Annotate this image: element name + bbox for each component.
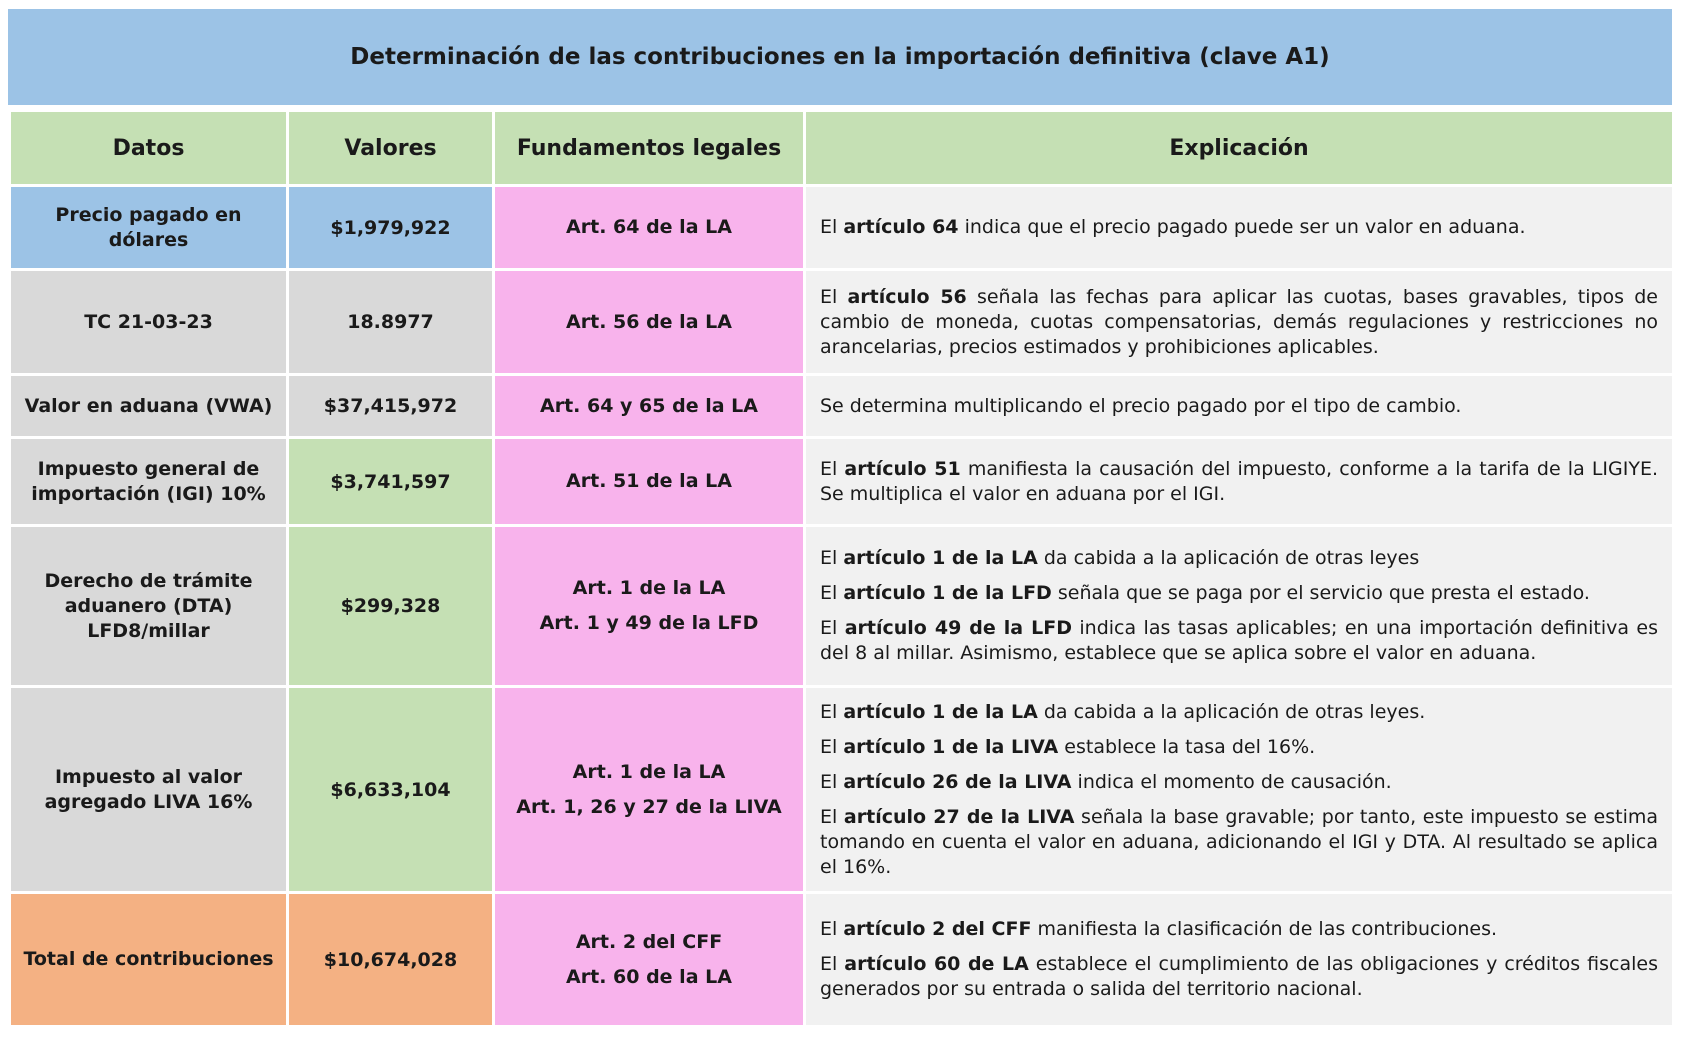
dato-cell: Precio pagado en dólares xyxy=(10,186,288,270)
explicacion-text: El xyxy=(820,457,845,480)
dato-cell: Total de contribuciones xyxy=(10,893,288,1027)
header-fundamentos: Fundamentos legales xyxy=(494,111,805,186)
explicacion-text: El xyxy=(820,805,844,828)
explicacion-paragraph xyxy=(820,770,1658,795)
explicacion-paragraph xyxy=(820,700,1658,725)
explicacion-paragraph xyxy=(820,581,1658,606)
explicacion-article: artículo 1 de la LFD xyxy=(843,582,1052,604)
fundamento-line: Art. 64 de la LA xyxy=(566,216,732,238)
explicacion-text: manifiesta la causación del impuesto, conforme a la tarifa de la LIGIYE. Se multiplica el valor en aduana por el IGI. xyxy=(820,457,1658,505)
explicacion-cell xyxy=(805,526,1674,687)
valor-cell: $1,979,922 xyxy=(288,186,494,270)
explicacion-article: artículo 60 de LA xyxy=(844,953,1029,975)
fundamento-line: Art. 56 de la LA xyxy=(566,310,732,333)
explicacion-text: El xyxy=(820,285,848,308)
explicacion-text: indica que el precio pagado puede ser un valor en aduana. xyxy=(958,216,1526,238)
dato-cell: Impuesto general de importación (IGI) 10% xyxy=(10,438,288,526)
fundamento-line: Art. 64 y 65 de la LA xyxy=(540,394,758,417)
explicacion-cell xyxy=(805,186,1674,270)
dato-cell: Derecho de trámite aduanero (DTA) LFD8/millar xyxy=(10,526,288,687)
fundamento-line: Art. 1 de la LA xyxy=(572,760,726,783)
explicacion-article: artículo 1 de la LA xyxy=(843,547,1038,569)
explicacion-cell xyxy=(805,270,1674,375)
table-row xyxy=(10,186,1674,270)
table-row xyxy=(10,438,1674,526)
explicacion-paragraph xyxy=(820,616,1658,666)
table-row-total xyxy=(10,893,1674,1027)
header-valores: Valores xyxy=(288,111,494,186)
explicacion-cell xyxy=(805,687,1674,893)
explicacion-paragraph xyxy=(820,952,1658,1002)
fundamentos-cell xyxy=(494,186,805,270)
header-datos: Datos xyxy=(10,111,288,186)
explicacion-cell xyxy=(805,438,1674,526)
explicacion-article: artículo 49 de la LFD xyxy=(844,617,1072,639)
explicacion-article: artículo 1 de la LIVA xyxy=(843,735,1059,758)
explicacion-paragraph xyxy=(820,215,1658,240)
fundamentos-cell xyxy=(494,526,805,687)
explicacion-text: El xyxy=(820,216,844,238)
explicacion-article: artículo 56 xyxy=(847,285,967,308)
explicacion-paragraph xyxy=(820,546,1658,571)
fundamento-line: Art. 51 de la LA xyxy=(566,470,732,492)
explicacion-cell xyxy=(805,893,1674,1027)
valor-cell: $3,741,597 xyxy=(288,438,494,526)
header-explicacion: Explicación xyxy=(805,111,1674,186)
fundamentos-cell xyxy=(494,375,805,438)
explicacion-text: establece el cumplimiento de las obligaciones y créditos fiscales generados por su entrada o salida del territorio nacional. xyxy=(820,953,1658,1000)
explicacion-text: El xyxy=(820,700,844,723)
explicacion-paragraph xyxy=(820,457,1658,507)
fundamento-line: Art. 60 de la LA xyxy=(566,965,732,988)
table-row xyxy=(10,526,1674,687)
contributions-document xyxy=(8,9,1672,1028)
explicacion-paragraph xyxy=(820,735,1658,760)
dato-cell: TC 21-03-23 xyxy=(10,270,288,375)
explicacion-text: señala que se paga por el servicio que presta el estado. xyxy=(1051,582,1590,604)
dato-cell: Valor en aduana (VWA) xyxy=(10,375,288,438)
explicacion-text: El xyxy=(820,953,845,975)
explicacion-text: El xyxy=(820,918,844,940)
valor-cell: $6,633,104 xyxy=(288,687,494,893)
explicacion-text: da cabida a la aplicación de otras leyes. xyxy=(1037,700,1426,723)
explicacion-cell xyxy=(805,375,1674,438)
fundamento-line: Art. 2 del CFF xyxy=(575,930,723,953)
fundamentos-cell xyxy=(494,687,805,893)
explicacion-text: da cabida a la aplicación de otras leyes xyxy=(1037,547,1420,569)
explicacion-text: El xyxy=(820,582,844,604)
table-row xyxy=(10,375,1674,438)
explicacion-text: El xyxy=(820,617,845,639)
valor-cell: 18.8977 xyxy=(288,270,494,375)
explicacion-paragraph xyxy=(820,805,1658,880)
explicacion-article: artículo 64 xyxy=(843,216,959,238)
fundamentos-cell xyxy=(494,270,805,375)
explicacion-article: artículo 26 de la LIVA xyxy=(843,770,1072,793)
explicacion-article: artículo 51 xyxy=(844,457,961,480)
fundamento-line: Art. 1, 26 y 27 de la LIVA xyxy=(516,795,782,818)
explicacion-paragraph xyxy=(820,917,1658,942)
page-title: Determinación de las contribuciones en la importación definitiva (clave A1) xyxy=(8,9,1672,105)
fundamentos-cell xyxy=(494,438,805,526)
explicacion-text: El xyxy=(820,735,844,758)
explicacion-text: indica las tasas aplicables; en una importación definitiva es del 8 al millar. Asimismo, establece que se aplica sobre el valor en aduana. xyxy=(820,617,1659,664)
fundamentos-cell xyxy=(494,893,805,1027)
table-row xyxy=(10,687,1674,893)
explicacion-article: artículo 2 del CFF xyxy=(843,918,1032,940)
explicacion-text: El xyxy=(820,547,844,569)
header-row xyxy=(10,111,1674,186)
explicacion-text: establece la tasa del 16%. xyxy=(1058,735,1316,758)
valor-cell: $10,674,028 xyxy=(288,893,494,1027)
explicacion-text: Se determina multiplicando el precio pagado por el tipo de cambio. xyxy=(820,394,1462,417)
dato-cell: Impuesto al valor agregado LIVA 16% xyxy=(10,687,288,893)
valor-cell: $37,415,972 xyxy=(288,375,494,438)
explicacion-text: indica el momento de causación. xyxy=(1071,770,1392,793)
fundamento-line: Art. 1 y 49 de la LFD xyxy=(539,612,759,634)
fundamento-line: Art. 1 de la LA xyxy=(572,577,726,599)
explicacion-text: manifiesta la clasificación de las contribuciones. xyxy=(1031,918,1498,940)
explicacion-paragraph xyxy=(820,394,1658,419)
explicacion-article: artículo 1 de la LA xyxy=(843,700,1038,723)
explicacion-paragraph xyxy=(820,285,1658,360)
valor-cell: $299,328 xyxy=(288,526,494,687)
explicacion-text: El xyxy=(820,770,844,793)
explicacion-text: señala las fechas para aplicar las cuotas, bases gravables, tipos de cambio de moneda, cuotas compensatorias, demás regulaciones y restricciones no arancelarias, precios estimados y prohibiciones aplicables. xyxy=(820,285,1658,358)
table-row xyxy=(10,270,1674,375)
explicacion-text: señala la base gravable; por tanto, este impuesto se estima tomando en cuenta el valor en aduana, adicionando el IGI y DTA. Al resultado se aplica el 16%. xyxy=(820,805,1658,878)
explicacion-article: artículo 27 de la LIVA xyxy=(843,805,1075,828)
contributions-table xyxy=(8,109,1675,1028)
